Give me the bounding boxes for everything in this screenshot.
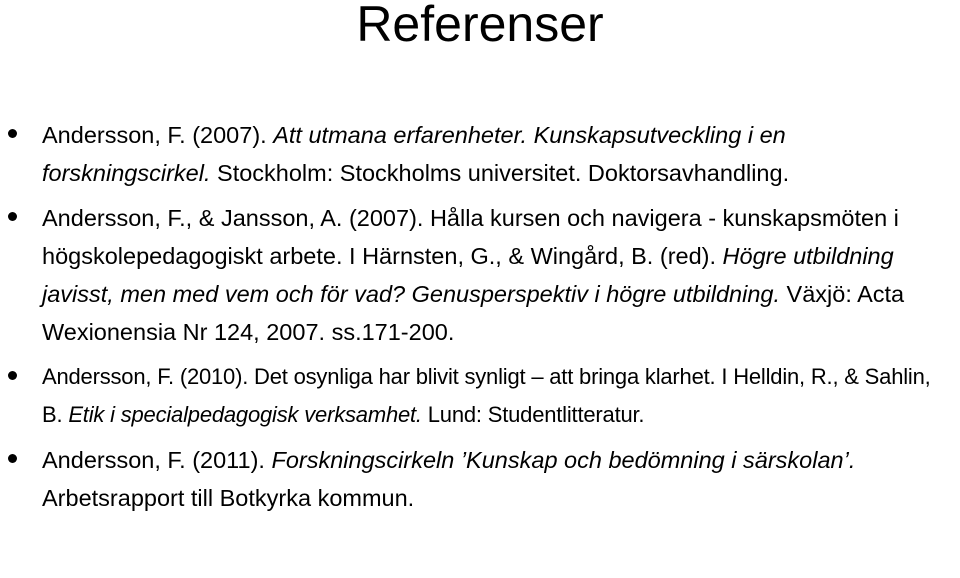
reference-title: Etik i specialpedagogisk verksamhet. [68,402,422,427]
reference-author: Andersson, F. (2010). Det osynliga har blivit synligt – att bringa klarhet. I Helldin, R., & Sahlin, B. [42,364,931,427]
reference-author: Andersson, F., & Jansson, A. (2007). Hålla kursen och navigera - kunskapsmöten i högskolepedagogiskt arbete. I Härnsten, G., & Wingård, B. (red). [42,205,899,269]
reference-item [0,358,960,434]
reference-publication: Stockholm: Stockholms universitet. Doktorsavhandling. [210,160,790,186]
reference-title: Forskningscirkeln ’Kunskap och bedömning i särskolan’. [271,447,856,473]
reference-publication: Lund: Studentlitteratur. [421,402,645,427]
reference-item [0,199,960,351]
reference-list [0,116,960,524]
reference-author: Andersson, F. (2011). [42,447,272,473]
reference-publication: Växjö: Acta Wexionensia Nr 124, 2007. ss.171-200. [42,281,905,345]
reference-item [0,116,960,192]
reference-title: Högre utbildning javisst, men med vem och för vad? Genusperspektiv i högre utbildning. [42,243,894,307]
reference-item [0,441,960,517]
reference-publication: Arbetsrapport till Botkyrka kommun. [42,485,415,511]
reference-author: Andersson, F. (2007). [42,122,274,148]
reference-title: Att utmana erfarenheter. Kunskapsutveckling i en forskningscirkel. [42,122,786,186]
slide-title: Referenser [356,0,604,52]
